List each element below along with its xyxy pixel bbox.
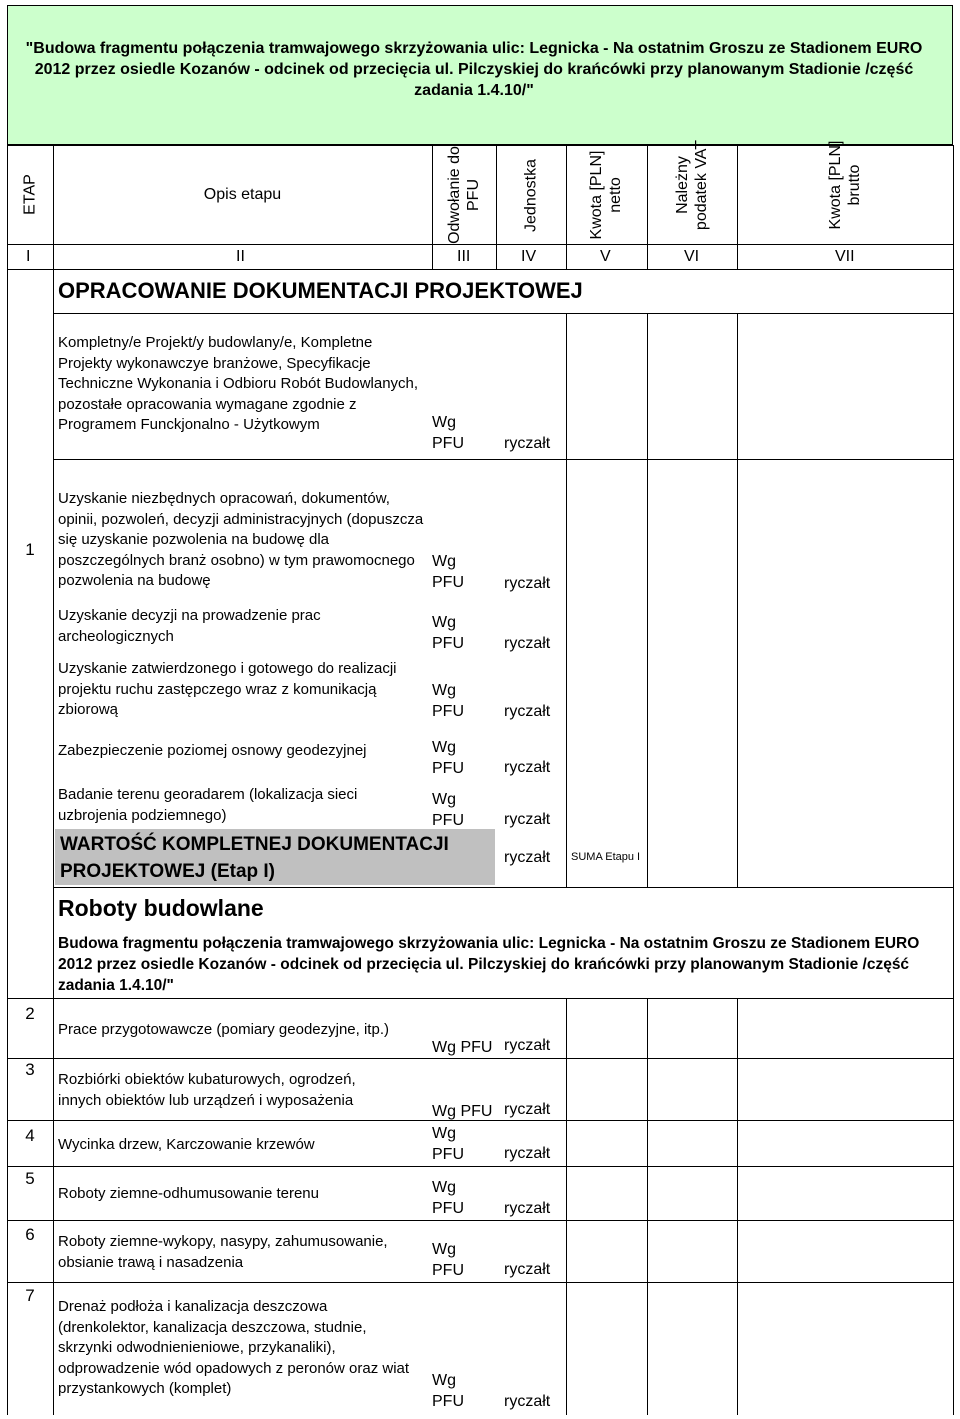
- section-heading: OPRACOWANIE DOKUMENTACJI PROJEKTOWEJ: [58, 278, 583, 303]
- roman-label: VII: [835, 248, 855, 265]
- item-description: Uzyskanie zatwierdzonego i gotowego do realizacji projektu ruchu zastępczego wraz z komunikacją zbiorową: [58, 660, 397, 718]
- item-description: Wycinka drzew, Karczowanie krzewów: [58, 1136, 315, 1153]
- roman-label: VI: [684, 248, 700, 265]
- item-description: Drenaż podłoża i kanalizacja deszczowa (drenkolektor, kanalizacja deszczowa, studnie, skrzynki odwodnienieniowe, przykanaliki), odprowadzenie wód opadowych z peronów oraz wiat przystankowych (komplet): [58, 1298, 410, 1397]
- total-label: WARTOŚĆ KOMPLETNEJ DOKUMENTACJI PROJEKTOWEJ (Etap I): [60, 834, 449, 882]
- grid-line: [566, 998, 567, 1415]
- header-odwolanie: Odwołanie do PFU: [446, 146, 482, 244]
- item-description: Uzyskanie decyzji na prowadzenie prac archeologicznych: [58, 607, 321, 645]
- grid-line: [7, 1220, 953, 1221]
- header-opis: Opis etapu: [203, 186, 282, 203]
- roman-label: III: [457, 248, 471, 265]
- header-jednostka: Jednostka: [522, 159, 540, 232]
- item-unit: ryczałt: [504, 703, 551, 720]
- item-description: Kompletny/e Projekt/y budowlany/e, Kompletne Projekty wykonawczye branżowe, Specyfikacje Techniczne Wykonania i Odbioru Robót Budowlanych, pozostałe opracowania wymagane zgodnie z Programem Funckjonalno - Użytkowym: [58, 334, 419, 433]
- grid-line: [53, 313, 953, 314]
- item-description: Roboty ziemne-wykopy, nasypy, zahumusowanie, obsianie trawą i nasadzenia: [58, 1233, 388, 1271]
- header-vat: Należny podatek VAT: [674, 139, 710, 231]
- grid-line: [432, 145, 433, 269]
- grid-line: [7, 1282, 953, 1283]
- header-netto: Kwota [PLN] netto: [588, 150, 624, 240]
- roman-label: V: [600, 248, 611, 265]
- grid-line: [647, 145, 648, 269]
- etap-number: 6: [25, 1225, 35, 1244]
- etap-number: 4: [25, 1126, 35, 1145]
- grid-line: [737, 998, 738, 1415]
- etap-number: 7: [25, 1286, 35, 1305]
- item-description: Roboty ziemne-odhumusowanie terenu: [58, 1185, 319, 1202]
- item-reference: Wg PFU: [432, 791, 464, 829]
- grid-line: [737, 145, 738, 269]
- item-reference: Wg PFU: [432, 1372, 464, 1410]
- item-reference: Wg PFU: [432, 682, 464, 720]
- item-reference: Wg PFU: [432, 1179, 464, 1217]
- page-title: "Budowa fragmentu połączenia tramwajowego skrzyżowania ulic: Legnicka - Na ostatnim Groszu ze Stadionem EURO 2012 przez osiedle Kozanów - odcinek od przecięcia ul. Pilczyskiej do krańcówki przy planowanym Stadionie /część zadania 1.4.10/": [25, 40, 923, 99]
- item-unit: ryczałt: [504, 1393, 551, 1410]
- item-reference: Wg PFU: [432, 1241, 464, 1279]
- item-unit: ryczałt: [504, 811, 551, 828]
- item-unit: ryczałt: [504, 1145, 551, 1162]
- total-unit: ryczałt: [504, 849, 551, 866]
- grid-line: [53, 145, 54, 1415]
- item-unit: ryczałt: [504, 435, 551, 452]
- grid-line: [496, 145, 497, 269]
- grid-line: [647, 313, 648, 887]
- grid-line: [7, 1166, 953, 1167]
- item-unit: ryczałt: [504, 759, 551, 776]
- grid-line: [7, 269, 953, 270]
- etap-number: 2: [25, 1004, 35, 1023]
- item-reference: Wg PFU: [432, 614, 464, 652]
- item-description: Badanie terenu georadarem (lokalizacja sieci uzbrojenia podziemnego): [58, 786, 358, 824]
- item-description: Uzyskanie niezbędnych opracowań, dokumentów, opinii, pozwoleń, decyzji administracyjnych (dopuszcza się uzyskanie pozwolenia na budowę dla poszczególnych branż osobno) w tym prawomocnego pozwolenia na budowę: [58, 490, 424, 589]
- item-unit: ryczałt: [504, 1200, 551, 1217]
- item-reference: Wg PFU: [432, 739, 464, 777]
- grid-line: [566, 313, 567, 887]
- roman-label: I: [26, 248, 31, 265]
- etap-number: 5: [25, 1169, 35, 1188]
- item-unit: ryczałt: [504, 1261, 551, 1278]
- item-reference: Wg PFU: [432, 414, 464, 452]
- item-description: Prace przygotowawcze (pomiary geodezyjne, itp.): [58, 1021, 389, 1038]
- grid-line: [53, 887, 953, 888]
- header-brutto: Kwota [PLN] brutto: [827, 140, 863, 230]
- roman-label: II: [236, 248, 245, 265]
- item-reference: Wg PFU: [432, 1103, 493, 1120]
- item-unit: ryczałt: [504, 575, 551, 592]
- roman-label: IV: [521, 248, 537, 265]
- item-reference: Wg PFU: [432, 1125, 464, 1163]
- item-reference: Wg PFU: [432, 553, 464, 591]
- grid-line: [737, 313, 738, 887]
- grid-line: [566, 145, 567, 269]
- section-subheading: Budowa fragmentu połączenia tramwajowego skrzyżowania ulic: Legnicka - Na ostatnim Groszu ze Stadionem EURO 2012 przez osiedle Kozanów - odcinek od przecięcia ul. Pilczyskiej do krańcówki przy planowanym Stadionie /część zadania 1.4.10/": [58, 935, 920, 994]
- item-unit: ryczałt: [504, 1101, 551, 1118]
- item-description: Zabezpieczenie poziomej osnowy geodezyjnej: [58, 742, 367, 759]
- header-etap: ETAP: [21, 174, 39, 215]
- grid-line: [7, 1058, 953, 1059]
- item-unit: ryczałt: [504, 635, 551, 652]
- item-reference: Wg PFU: [432, 1039, 493, 1056]
- total-sum-label: SUMA Etapu I: [571, 851, 641, 863]
- etap-number: 1: [25, 540, 35, 559]
- grid-line: [7, 998, 953, 999]
- section-heading: Roboty budowlane: [58, 895, 264, 921]
- item-description: Rozbiórki obiektów kubaturowych, ogrodzeń, innych obiektów lub urządzeń i wyposażenia: [58, 1071, 356, 1109]
- item-unit: ryczałt: [504, 1037, 551, 1054]
- grid-line: [647, 998, 648, 1415]
- etap-number: 3: [25, 1060, 35, 1079]
- grid-line: [53, 459, 953, 460]
- grid-line: [953, 145, 954, 1415]
